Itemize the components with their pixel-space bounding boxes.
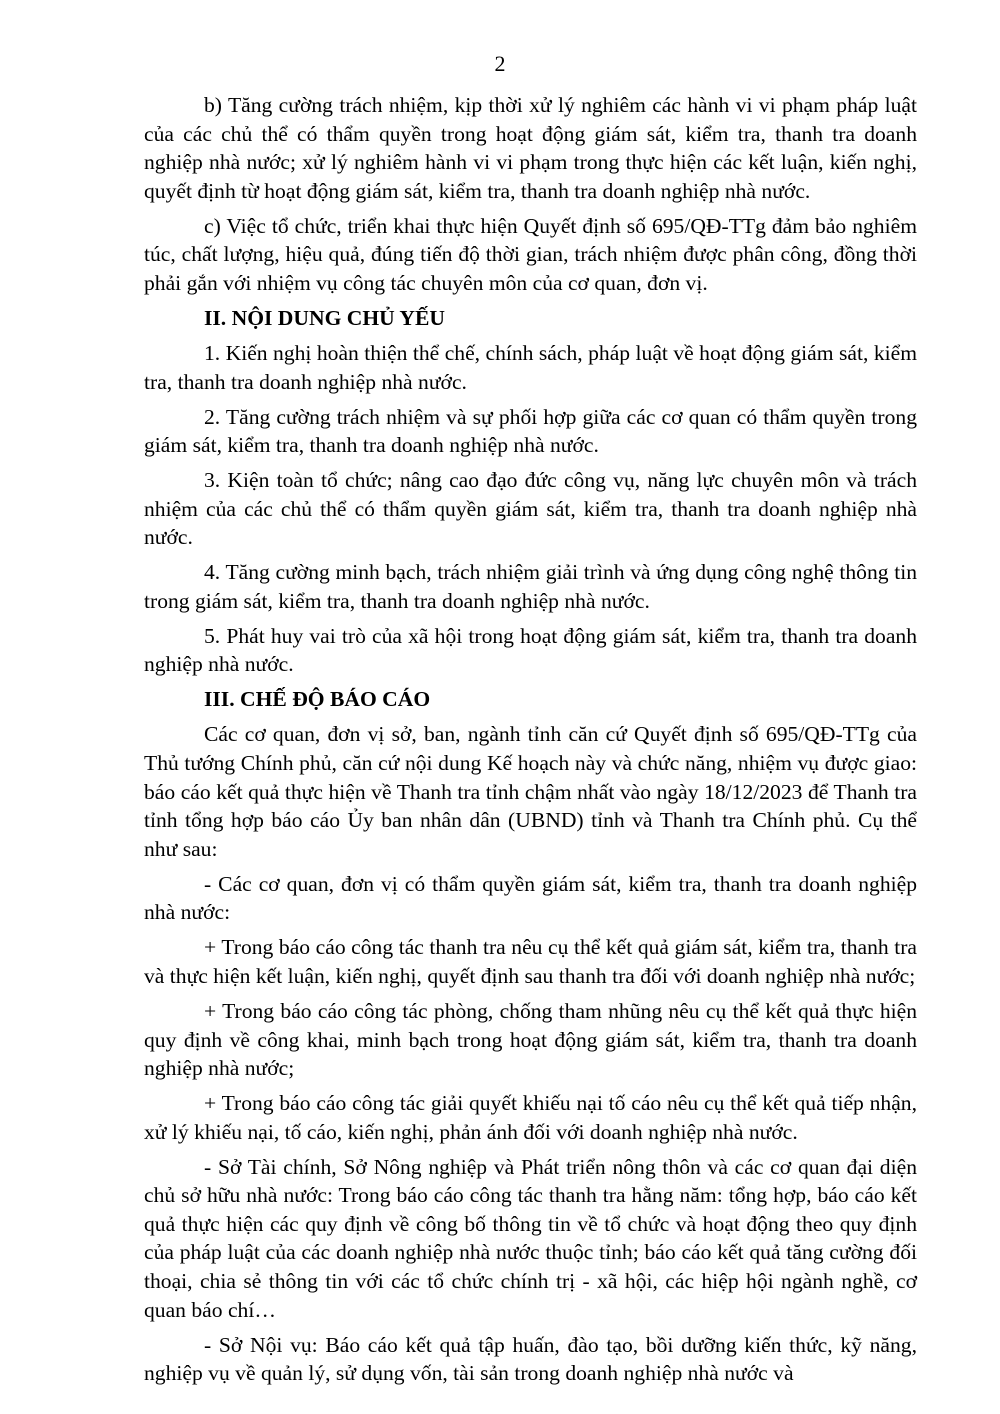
content-item-4: 4. Tăng cường minh bạch, trách nhiệm giải trình và ứng dụng công nghệ thông tin trong giám sát, kiểm tra, thanh tra doanh nghiệp nhà nước.	[144, 560, 917, 613]
section-heading-ii: II. NỘI DUNG CHỦ YẾU	[204, 305, 445, 330]
reporting-subitem-inspection: + Trong báo cáo công tác thanh tra nêu cụ thể kết quả giám sát, kiểm tra, thanh tra và thực hiện kết luận, kiến nghị, quyết định sau thanh tra đối với doanh nghiệp nhà nước;	[144, 935, 917, 988]
paragraph-c: c) Việc tổ chức, triển khai thực hiện Quyết định số 695/QĐ-TTg đảm bảo nghiêm túc, chất lượng, hiệu quả, đúng tiến độ thời gian, trách nhiệm được phân công, đồng thời phải gắn với nhiệm vụ công tác chuyên môn của cơ quan, đơn vị.	[144, 213, 917, 295]
content-item-1: 1. Kiến nghị hoàn thiện thể chế, chính sách, pháp luật về hoạt động giám sát, kiểm tra, thanh tra doanh nghiệp nhà nước.	[144, 340, 917, 394]
section-heading-iii: III. CHẾ ĐỘ BÁO CÁO	[204, 687, 431, 712]
reporting-intro-paragraph: Các cơ quan, đơn vị sở, ban, ngành tỉnh căn cứ Quyết định số 695/QĐ-TTg của Thủ tướng Chính phủ, căn cứ nội dung Kế hoạch này và chức năng, nhiệm vụ được giao: báo cáo kết quả thực hiện về Thanh tra tỉnh chậm nhất vào ngày 18/12/2023 để Thanh tra tỉnh tổng hợp báo cáo Ủy ban nhân dân (UBND) tỉnh và Thanh tra Chính phủ. Cụ thể như sau:	[144, 722, 917, 861]
content-item-5: 5. Phát huy vai trò của xã hội trong hoạt động giám sát, kiểm tra, thanh tra doanh nghiệp nhà nước.	[144, 623, 917, 677]
reporting-bullet-home-affairs: - Sở Nội vụ: Báo cáo kết quả tập huấn, đào tạo, bồi dưỡng kiến thức, kỹ năng, nghiệp vụ về quản lý, sử dụng vốn, tài sản trong doanh nghiệp nhà nước và	[144, 1332, 917, 1386]
reporting-subitem-anticorruption: + Trong báo cáo công tác phòng, chống tham nhũng nêu cụ thể kết quả thực hiện quy định về công khai, minh bạch trong hoạt động giám sát, kiểm tra, thanh tra doanh nghiệp nhà nước;	[144, 998, 917, 1081]
document-body	[144, 91, 917, 1388]
paragraph-b: b) Tăng cường trách nhiệm, kịp thời xử lý nghiêm các hành vi vi phạm pháp luật của các chủ thể có thẩm quyền trong hoạt động giám sát, kiểm tra, thanh tra doanh nghiệp nhà nước; xử lý nghiêm hành vi vi phạm trong thực hiện các kết luận, kiến nghị, quyết định từ hoạt động giám sát, kiểm tra, thanh tra doanh nghiệp nhà nước.	[144, 93, 917, 203]
reporting-bullet-finance-agriculture: - Sở Tài chính, Sở Nông nghiệp và Phát triển nông thôn và các cơ quan đại diện chủ sở hữu nhà nước: Trong báo cáo công tác thanh tra hằng năm: tổng hợp, báo cáo kết quả thực hiện các quy định về công bố thông tin về tổ chức và hoạt động theo quy định của pháp luật của các doanh nghiệp nhà nước thuộc tỉnh; báo cáo kết quả tăng cường đối thoại, chia sẻ thông tin với các tổ chức chính trị - xã hội, các hiệp hội ngành nghề, cơ quan báo chí…	[144, 1154, 917, 1322]
content-item-3: 3. Kiện toàn tổ chức; nâng cao đạo đức công vụ, năng lực chuyên môn và trách nhiệm của các chủ thể có thẩm quyền giám sát, kiểm tra, thanh tra doanh nghiệp nhà nước.	[144, 468, 917, 550]
reporting-subitem-complaints: + Trong báo cáo công tác giải quyết khiếu nại tố cáo nêu cụ thể kết quả tiếp nhận, xử lý khiếu nại, tố cáo, kiến nghị, phản ánh đối với doanh nghiệp nhà nước.	[144, 1091, 917, 1144]
content-item-2: 2. Tăng cường trách nhiệm và sự phối hợp giữa các cơ quan có thẩm quyền trong giám sát, kiểm tra, thanh tra doanh nghiệp nhà nước.	[144, 404, 917, 458]
reporting-bullet-authorities: - Các cơ quan, đơn vị có thẩm quyền giám sát, kiểm tra, thanh tra doanh nghiệp nhà nước:	[144, 871, 917, 925]
page-number: 2	[494, 51, 506, 76]
